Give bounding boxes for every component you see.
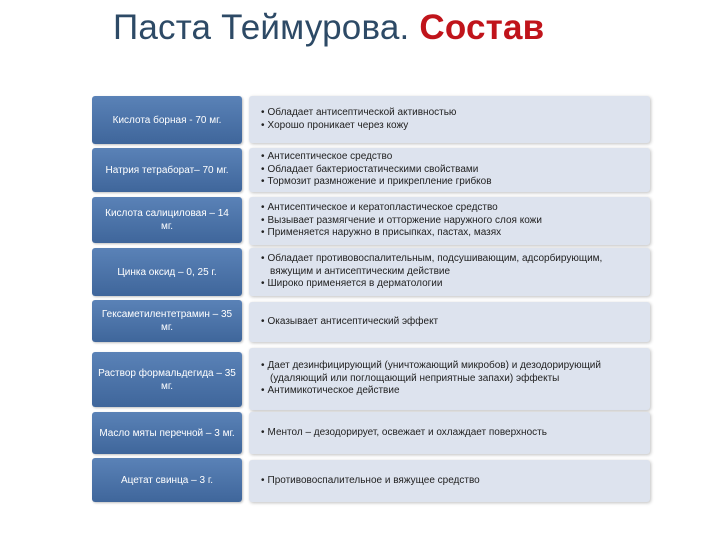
ingredient-label: Кислота салициловая – 14 мг.: [92, 197, 242, 243]
property-text: Обладает антисептической активностью: [267, 107, 457, 118]
property-item: [261, 202, 542, 215]
bullet-icon: •: [261, 107, 265, 118]
ingredient-label: Цинка оксид – 0, 25 г.: [92, 248, 242, 296]
bullet-icon: •: [261, 119, 265, 131]
property-text: Оказывает антисептический эффект: [267, 315, 439, 327]
property-text: Хорошо проникает через кожу: [267, 119, 409, 131]
property-item: [261, 164, 492, 177]
properties-list: [261, 253, 640, 291]
property-text: Широко применяется в дерматологии: [267, 278, 443, 290]
property-text: Обладает бактериостатическими свойствами: [267, 163, 479, 175]
ingredient-label: Кислота борная - 70 мг.: [92, 96, 242, 144]
properties-list: [261, 475, 480, 488]
properties-list: [261, 427, 547, 440]
properties-box: [249, 412, 650, 454]
property-item: [261, 120, 456, 133]
bullet-icon: •: [261, 315, 265, 327]
property-item: [261, 278, 640, 291]
property-text: Антисептическое средство: [267, 151, 393, 163]
property-text: Дает дезинфицирующий (уничтожающий микробов) и дезодорирующий (удаляющий или поглощающий неприятные запахи) эффекты: [267, 360, 601, 384]
property-item: [261, 475, 480, 488]
table-row: [92, 458, 650, 502]
table-row: [92, 148, 650, 192]
property-item: [261, 215, 542, 228]
ingredient-label: Гексаметилентетрамин – 35 мг.: [92, 300, 242, 342]
bullet-icon: •: [261, 385, 265, 397]
bullet-icon: •: [261, 202, 265, 214]
bullet-icon: •: [261, 227, 265, 239]
properties-box: [249, 460, 650, 502]
property-item: [261, 176, 492, 189]
ingredient-label: Ацетат свинца – 3 г.: [92, 458, 242, 502]
bullet-icon: •: [261, 163, 265, 175]
properties-box: [249, 302, 650, 342]
table-row: [92, 300, 650, 342]
ingredient-label: Раствор формальдегида – 35 мг.: [92, 352, 242, 407]
bullet-icon: •: [261, 426, 265, 438]
table-row: [92, 348, 650, 410]
bullet-icon: •: [261, 253, 265, 265]
property-item: [261, 427, 547, 440]
properties-list: [261, 107, 456, 132]
ingredient-label: Масло мяты перечной – 3 мг.: [92, 412, 242, 454]
property-item: [261, 151, 492, 164]
property-text: Вызывает размягчение и отторжение наружного слоя кожи: [267, 214, 542, 226]
bullet-icon: •: [261, 278, 265, 290]
properties-box: [249, 96, 650, 143]
properties-list: [261, 316, 438, 329]
property-item: [261, 385, 640, 398]
properties-box: [249, 197, 650, 245]
property-text: Применяется наружно в присыпках, пастах, мазях: [267, 227, 502, 239]
property-item: [261, 360, 640, 385]
property-text: Противовоспалительное и вяжущее средство: [267, 474, 480, 486]
property-text: Антимикотическое действие: [267, 385, 400, 397]
property-text: Ментол – дезодорирует, освежает и охлаждает поверхность: [267, 426, 547, 438]
property-item: [261, 227, 542, 240]
property-text: Антисептическое и кератопластическое средство: [267, 202, 498, 214]
property-text: Тормозит размножение и прикрепление грибков: [267, 176, 492, 188]
bullet-icon: •: [261, 360, 265, 372]
properties-list: [261, 360, 640, 398]
properties-box: [249, 248, 650, 296]
properties-list: [261, 202, 542, 240]
property-text: Обладает противовоспалительным, подсушивающим, адсорбирующим, вяжущим и антисептическим действие: [267, 253, 603, 277]
bullet-icon: •: [261, 214, 265, 226]
property-item: [261, 107, 456, 120]
ingredient-label: Натрия тетраборат– 70 мг.: [92, 148, 242, 192]
bullet-icon: •: [261, 151, 265, 163]
bullet-icon: •: [261, 474, 265, 486]
property-item: [261, 316, 438, 329]
title-main: Паста Теймурова.: [113, 8, 410, 47]
table-row: [92, 197, 650, 245]
properties-box: [249, 148, 650, 192]
table-row: [92, 412, 650, 454]
property-item: [261, 253, 640, 278]
bullet-icon: •: [261, 176, 265, 188]
table-row: [92, 248, 650, 296]
properties-box: [249, 348, 650, 410]
properties-list: [261, 151, 492, 189]
page-title: [113, 8, 544, 48]
table-row: [92, 96, 650, 144]
title-accent: Состав: [419, 8, 545, 47]
